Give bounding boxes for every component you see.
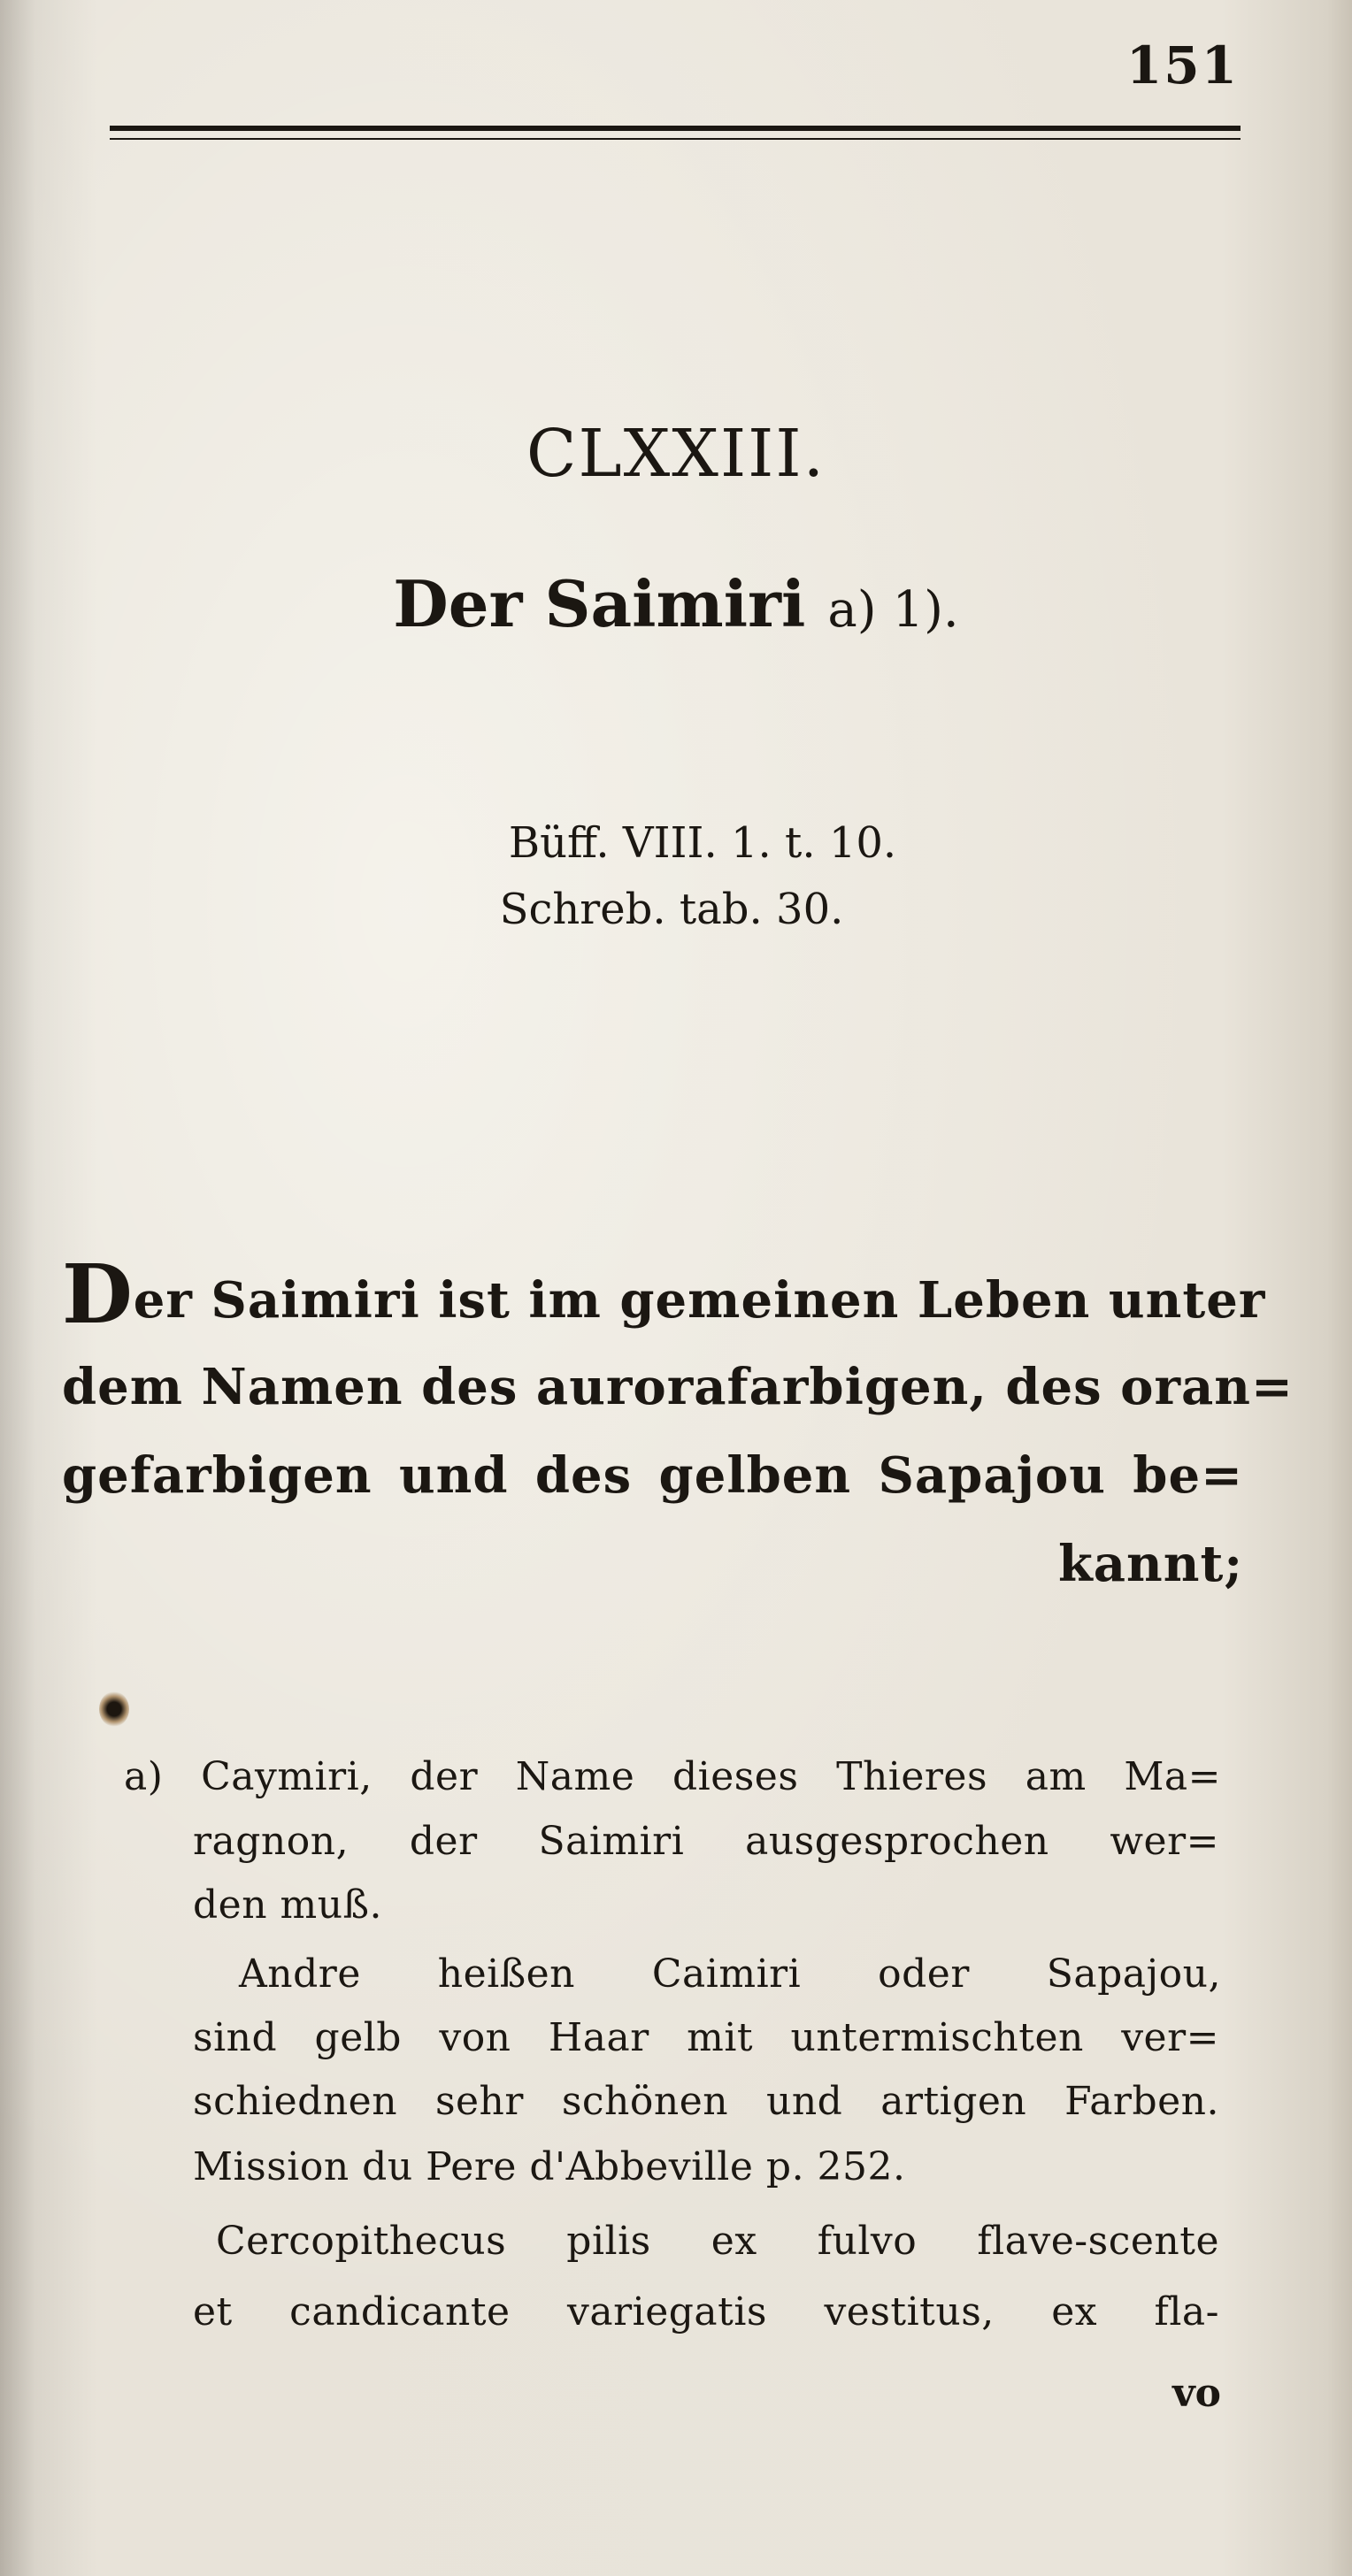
citation-schreber: Schreb. tab. 30. bbox=[499, 885, 844, 934]
footnote-line: den muß. bbox=[193, 1882, 382, 1928]
body-line: gefarbigen und des gelben Sapajou be= bbox=[62, 1446, 1243, 1505]
page-number: 151 bbox=[1125, 35, 1239, 96]
body-line bbox=[62, 1246, 1266, 1342]
body-line: kannt; bbox=[1057, 1535, 1243, 1593]
footnote-line: Mission du Pere d'Abbeville p. 252. bbox=[193, 2144, 906, 2189]
footnote-line: ragnon, der Saimiri ausgesprochen wer= bbox=[193, 1819, 1219, 1864]
footnote-line: sind gelb von Haar mit untermischten ver= bbox=[193, 2015, 1219, 2060]
chapter-title bbox=[0, 566, 1352, 641]
footnote-line: et candicante variegatis vestitus, ex fla- bbox=[193, 2289, 1219, 2334]
drop-cap: D bbox=[62, 1246, 134, 1342]
citation-buffon: Büff. VIII. 1. t. 10. bbox=[508, 818, 897, 868]
ink-stain bbox=[99, 1691, 129, 1727]
body-line-text: er Saimiri ist im gemeinen Leben unter bbox=[133, 1271, 1266, 1330]
chapter-title-refs: a) 1). bbox=[827, 581, 959, 639]
header-rule-thin bbox=[110, 138, 1241, 140]
chapter-number: CLXXIII. bbox=[526, 416, 826, 492]
footnote-line: Cercopithecus pilis ex fulvo flave-scente bbox=[216, 2219, 1219, 2264]
footnote-line: schiednen sehr schönen und artigen Farben. bbox=[193, 2079, 1219, 2124]
body-line: dem Namen des aurorafarbigen, des oran= bbox=[62, 1358, 1294, 1416]
footnote-line: Andre heißen Caimiri oder Sapajou, bbox=[239, 1951, 1221, 1997]
chapter-title-text: Der Saimiri bbox=[393, 566, 806, 641]
header-rule-thick bbox=[110, 126, 1241, 131]
show-through-text bbox=[150, 168, 1212, 241]
catchword: vo bbox=[1172, 2371, 1221, 2416]
footnote-line: a) Caymiri, der Name dieses Thieres am Ma= bbox=[124, 1754, 1221, 1799]
